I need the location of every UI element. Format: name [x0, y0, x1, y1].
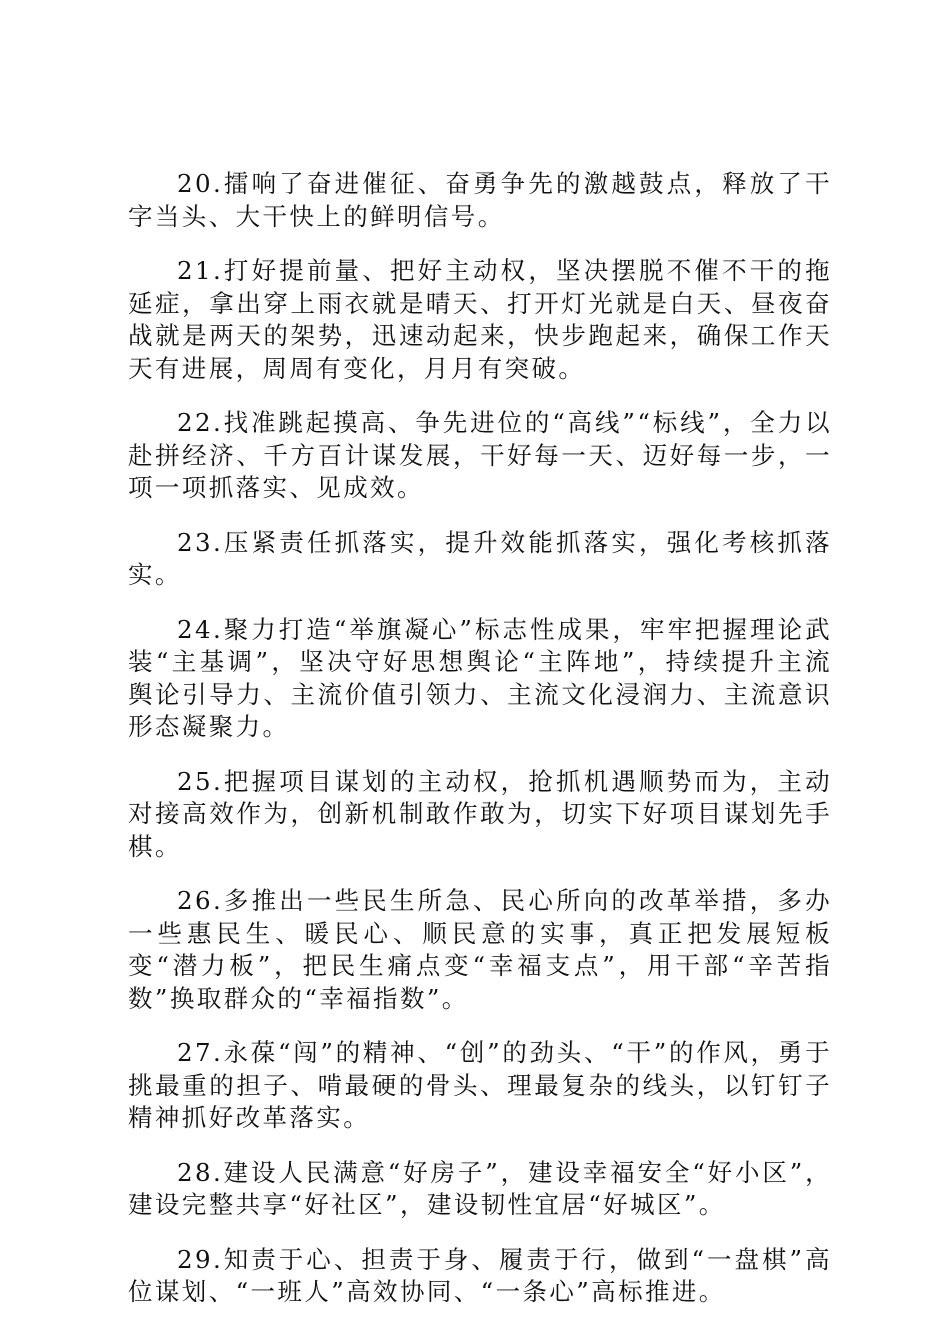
paragraph-23: 23.压紧责任抓落实，提升效能抓落实，强化考核抓落实。	[128, 527, 832, 589]
paragraph-29: 29.知责于心、担责于身、履责于行，做到“一盘棋”高位谋划、“一班人”高效协同、“一条心”高标推进。	[128, 1244, 832, 1306]
paragraph-28: 28.建设人民满意“好房子”，建设幸福安全“好小区”，建设完整共享“好社区”，建设韧性宜居“好城区”。	[128, 1157, 832, 1219]
paragraph-20: 20.擂响了奋进催征、奋勇争先的激越鼓点，释放了干字当头、大干快上的鲜明信号。	[128, 169, 832, 231]
paragraph-21: 21.打好提前量、把好主动权，坚决摆脱不催不干的拖延症，拿出穿上雨衣就是晴天、打开灯光就是白天、昼夜奋战就是两天的架势，迅速动起来，快步跑起来，确保工作天天有进展，周周有变化，月月有突破。	[128, 256, 832, 383]
paragraph-22: 22.找准跳起摸高、争先进位的“高线”“标线”，全力以赴拼经济、千方百计谋发展，干好每一天、迈好每一步，一项一项抓落实、见成效。	[128, 408, 832, 502]
paragraph-25: 25.把握项目谋划的主动权，抢抓机遇顺势而为，主动对接高效作为，创新机制敢作敢为，切实下好项目谋划先手棋。	[128, 766, 832, 861]
document-body	[128, 168, 832, 1331]
paragraph-24: 24.聚力打造“举旗凝心”标志性成果，牢牢把握理论武装“主基调”，坚决守好思想舆论“主阵地”，持续提升主流舆论引导力、主流价值引领力、主流文化浸润力、主流意识形态凝聚力。	[128, 614, 832, 741]
paragraph-27: 27.永葆“闯”的精神、“创”的劲头、“干”的作风，勇于挑最重的担子、啃最硬的骨头、理最复杂的线头，以钉钉子精神抓好改革落实。	[128, 1038, 832, 1132]
paragraph-26: 26.多推出一些民生所急、民心所向的改革举措，多办一些惠民生、暖民心、顺民意的实事，真正把发展短板变“潜力板”，把民生痛点变“幸福支点”，用干部“辛苦指数”换取群众的“幸福指数”。	[128, 886, 832, 1013]
